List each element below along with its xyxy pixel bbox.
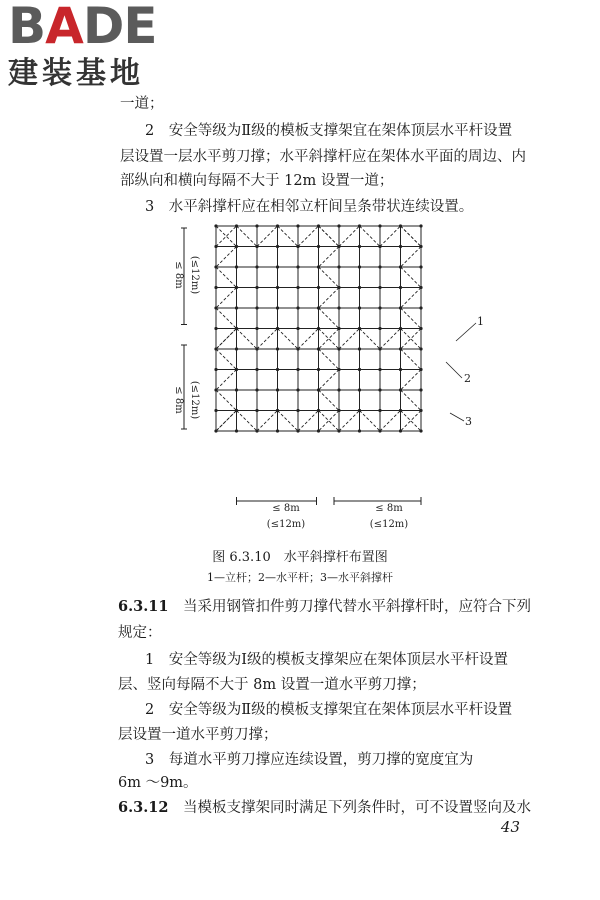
grid-node [296, 245, 299, 248]
diagonal-brace [380, 329, 401, 350]
grid-node [378, 327, 381, 330]
para-line-0: 一道； [120, 96, 164, 112]
grid-node [214, 347, 217, 350]
grid-node [296, 409, 299, 412]
diagonal-brace [339, 329, 360, 350]
grid-node [358, 265, 361, 268]
grid-node [419, 429, 422, 432]
grid-node [399, 429, 402, 432]
left-dim-top: ≤ 8m [173, 261, 184, 289]
grid-node [358, 388, 361, 391]
grid-node [337, 388, 340, 391]
grid-node [399, 306, 402, 309]
diagonal-brace [216, 390, 237, 411]
grid-node [399, 245, 402, 248]
diagonal-brace [216, 370, 237, 391]
diagonal-brace [401, 390, 422, 411]
diagonal-brace [257, 329, 278, 350]
grid-node [276, 306, 279, 309]
grid-node [255, 429, 258, 432]
grid-node [296, 429, 299, 432]
bottom-dim-left-alt: (≤12m) [266, 519, 306, 530]
diagonal-brace [216, 329, 237, 350]
grid-node [399, 409, 402, 412]
diagonal-brace [319, 411, 340, 432]
diagonal-brace [257, 226, 278, 247]
diagonal-brace [319, 267, 340, 288]
grid-node [419, 347, 422, 350]
figure-legend: 1—立杆；2—水平杆；3—水平斜撑杆 [207, 571, 393, 584]
grid-node [358, 409, 361, 412]
grid-node [276, 429, 279, 432]
grid-node [317, 347, 320, 350]
grid-node [378, 265, 381, 268]
grid-node [255, 306, 258, 309]
section-11-line-5: 2 安全等级为Ⅱ级的模板支撑架宜在架体顶层水平杆设置 [145, 702, 513, 718]
grid-node [419, 245, 422, 248]
grid-node [235, 368, 238, 371]
grid-node [296, 327, 299, 330]
grid-node [317, 224, 320, 227]
section-11-line-3: 1 安全等级为Ⅰ级的模板支撑架应在架体顶层水平杆设置 [145, 652, 508, 668]
grid-node [419, 306, 422, 309]
grid-node [358, 429, 361, 432]
grid-node [337, 347, 340, 350]
grid-node [358, 368, 361, 371]
leader-3 [450, 413, 464, 421]
diagonal-brace [401, 226, 422, 247]
grid-node [317, 245, 320, 248]
diagonal-brace [216, 411, 237, 432]
grid-node [235, 224, 238, 227]
grid-node [255, 388, 258, 391]
grid-node [214, 286, 217, 289]
grid-node [419, 286, 422, 289]
bottom-dim-right: ≤ 8m [375, 503, 403, 514]
diagonal-brace [360, 226, 381, 247]
diagonal-brace [298, 226, 319, 247]
grid-node [317, 368, 320, 371]
grid-node [358, 286, 361, 289]
grid-node [337, 409, 340, 412]
diagonal-brace [360, 411, 381, 432]
grid-node [276, 265, 279, 268]
para-line-4: 3 水平斜撑杆应在相邻立杆间呈条带状连续设置。 [145, 199, 474, 215]
label-1: 1 [477, 315, 484, 328]
grid-node [255, 368, 258, 371]
grid-node [296, 224, 299, 227]
left-dim-top-alt: (≤12m) [189, 255, 200, 295]
left-dim-bottom-alt: (≤12m) [189, 380, 200, 420]
grid-node [276, 327, 279, 330]
logo-chinese: 建装基地 [8, 56, 144, 91]
grid-node [378, 429, 381, 432]
figure-horizontal-diagonal-layout [150, 215, 490, 535]
grid-node [235, 388, 238, 391]
diagonal-brace [401, 329, 422, 350]
grid-node [317, 388, 320, 391]
grid-node [378, 306, 381, 309]
grid-node [214, 388, 217, 391]
grid-node [419, 327, 422, 330]
grid-node [235, 265, 238, 268]
grid-node [255, 409, 258, 412]
diagonal-brace [237, 226, 258, 247]
grid-node [214, 368, 217, 371]
bottom-dim-right-alt: (≤12m) [369, 519, 409, 530]
para-line-3: 部纵向和横向每隔不大于 12m 设置一道； [120, 173, 394, 189]
grid-node [378, 368, 381, 371]
grid-node [378, 286, 381, 289]
grid-node [317, 265, 320, 268]
grid-node [419, 265, 422, 268]
section-11-line-4: 层、竖向每隔不大于 8m 设置一道水平剪刀撑； [118, 677, 426, 693]
grid-node [276, 245, 279, 248]
diagonal-brace [319, 226, 340, 247]
diagonal-brace [401, 411, 422, 432]
diagonal-brace [319, 390, 340, 411]
grid-node [296, 306, 299, 309]
grid-node [419, 388, 422, 391]
grid-node [337, 286, 340, 289]
section-11-line-6: 层设置一道水平剪刀撑； [118, 727, 278, 743]
grid-node [296, 368, 299, 371]
grid-node [276, 286, 279, 289]
grid-node [399, 388, 402, 391]
grid-node [378, 409, 381, 412]
leader-2 [446, 362, 462, 378]
grid-node [214, 245, 217, 248]
dimension-layer [181, 228, 421, 505]
grid-node [235, 347, 238, 350]
grid-node [255, 265, 258, 268]
diagonal-brace [319, 288, 340, 309]
grid-node [235, 306, 238, 309]
section-12-number: 6.3.12 [118, 799, 169, 816]
grid-node [255, 327, 258, 330]
diagonal-brace [257, 411, 278, 432]
grid-node [317, 327, 320, 330]
grid-node [317, 429, 320, 432]
logo [8, 2, 183, 94]
grid-node [378, 245, 381, 248]
grid-node [214, 429, 217, 432]
grid-node [419, 368, 422, 371]
grid-node [276, 347, 279, 350]
grid-node [276, 388, 279, 391]
section-11-number: 6.3.11 [118, 598, 169, 615]
diagonal-brace [278, 226, 299, 247]
diagonal-brace [401, 411, 422, 432]
grid-node [399, 347, 402, 350]
grid-node [399, 368, 402, 371]
diagonal-brace [216, 411, 237, 432]
diagonal-brace [319, 247, 340, 268]
grid-node [337, 429, 340, 432]
diagonal-brace [401, 288, 422, 309]
diagonal-brace [216, 308, 237, 329]
grid-node [337, 265, 340, 268]
figure-svg [150, 215, 490, 535]
grid-node [235, 286, 238, 289]
diagonal-brace [216, 349, 237, 370]
grid-node [358, 306, 361, 309]
page-number: 43 [500, 818, 520, 836]
grid-node [276, 368, 279, 371]
grid-node [337, 224, 340, 227]
diagonal-brace [216, 329, 237, 350]
grid-node [214, 327, 217, 330]
diagonal-brace [216, 267, 237, 288]
diagonal-brace [339, 411, 360, 432]
diagonal-brace [401, 308, 422, 329]
grid-node [419, 224, 422, 227]
diagonal-brace [401, 329, 422, 350]
grid-node [296, 388, 299, 391]
label-3: 3 [465, 415, 472, 428]
diagonal-brace [298, 411, 319, 432]
grid-node [378, 388, 381, 391]
diagonal-brace [401, 370, 422, 391]
grid-node [358, 245, 361, 248]
diagonal-brace [380, 226, 401, 247]
grid-node [276, 409, 279, 412]
grid-node [399, 224, 402, 227]
diagonal-brace [216, 226, 237, 247]
diagonal-brace [401, 267, 422, 288]
grid-node [378, 224, 381, 227]
grid-node [337, 245, 340, 248]
grid-node [235, 429, 238, 432]
diagonal-brace [278, 329, 299, 350]
grid-node [235, 245, 238, 248]
label-2: 2 [464, 372, 471, 385]
grid-node [358, 347, 361, 350]
grid-node [358, 224, 361, 227]
diagonal-brace [319, 226, 340, 247]
diagonal-brace [401, 349, 422, 370]
leader-1 [456, 323, 476, 341]
logo-wordmark: BADE [8, 0, 157, 55]
grid-node [235, 409, 238, 412]
diagonal-brace [237, 411, 258, 432]
grid-node [358, 327, 361, 330]
grid-node [296, 286, 299, 289]
diagonal-brace [216, 247, 237, 268]
diagonal-brace [237, 329, 258, 350]
diagonal-brace [360, 329, 381, 350]
diagonal-brace [319, 370, 340, 391]
section-11-line-8: 6m ～9m。 [118, 775, 198, 791]
grid-node [378, 347, 381, 350]
grid-node [337, 368, 340, 371]
diagonal-brace [216, 288, 237, 309]
grid-node [317, 409, 320, 412]
diagonal-brace [319, 308, 340, 329]
grid-node [337, 306, 340, 309]
diagonal-brace [319, 411, 340, 432]
bottom-dim-left: ≤ 8m [272, 503, 300, 514]
section-12-line-1: 6.3.12 当模板支撑架同时满足下列条件时，可不设置竖向及水 [118, 799, 531, 816]
figure-caption: 图 6.3.10 水平斜撑杆布置图 [212, 550, 388, 565]
grid-node [214, 224, 217, 227]
section-11-line-2: 规定： [118, 625, 162, 641]
para-line-2: 层设置一层水平剪刀撑；水平斜撑杆应在架体水平面的周边、内 [120, 149, 526, 165]
diagonal-brace [401, 247, 422, 268]
para-line-1: 2 安全等级为Ⅱ级的模板支撑架宜在架体顶层水平杆设置 [145, 123, 513, 139]
grid-node [255, 224, 258, 227]
grid-node [337, 327, 340, 330]
left-dim-bottom: ≤ 8m [173, 386, 184, 414]
diagonal-brace [401, 226, 422, 247]
grid-node [235, 327, 238, 330]
grid-node [317, 286, 320, 289]
section-11-line-1: 6.3.11 当采用钢管扣件剪刀撑代替水平斜撑杆时，应符合下列 [118, 598, 531, 615]
diagonal-brace [278, 411, 299, 432]
diagonal-brace [339, 226, 360, 247]
grid-node [214, 306, 217, 309]
grid-node [296, 265, 299, 268]
grid-node [276, 224, 279, 227]
section-11-line-7: 3 每道水平剪刀撑应连续设置，剪刀撑的宽度宜为 [145, 752, 474, 768]
grid-node [399, 286, 402, 289]
diagonal-brace [319, 329, 340, 350]
grid-node [255, 286, 258, 289]
diagonal-brace [319, 349, 340, 370]
grid-node [255, 347, 258, 350]
grid-node [399, 327, 402, 330]
diagonal-brace [298, 329, 319, 350]
diagonal-brace [380, 411, 401, 432]
diagonal-brace [216, 226, 237, 247]
grid-node [399, 265, 402, 268]
grid-node [419, 409, 422, 412]
diagonal-brace [319, 329, 340, 350]
grid-node [317, 306, 320, 309]
grid-node [296, 347, 299, 350]
grid-node [255, 245, 258, 248]
grid-node [214, 265, 217, 268]
grid-node [214, 409, 217, 412]
